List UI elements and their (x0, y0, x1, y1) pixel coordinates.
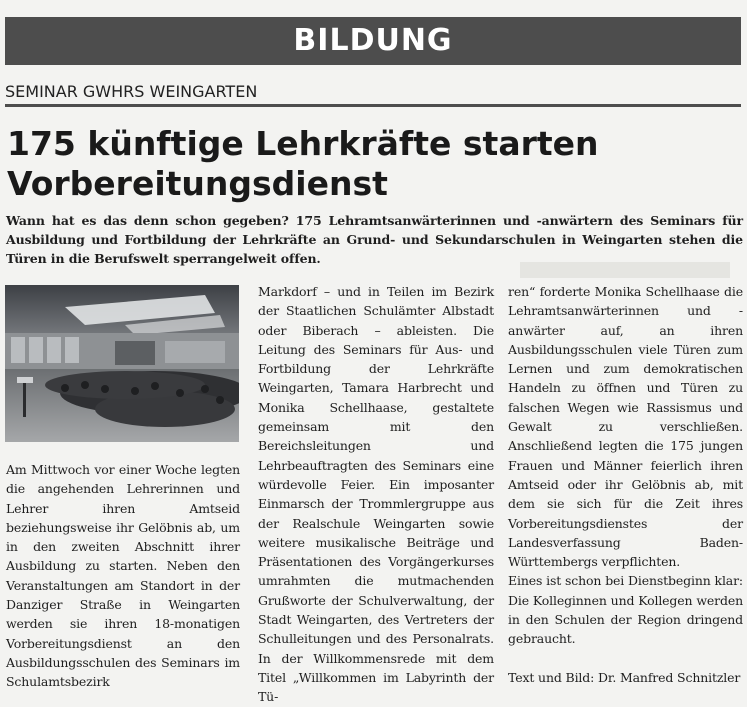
article-headline (7, 124, 743, 204)
headline-line-1: 175 künftige Lehrkräfte starten (7, 124, 599, 163)
column-3-paragraph-1: ren“ forderte Monika Schellhaase die Lehramtsanwärterinnen und -anwärter auf, an ihren Ausbildungsschulen viele Türen zum Lernen und zum demokratischen Handeln zu öffnen und Türen zu falschen Wegen wie Rassismus und Gewalt zu verschließen. Anschließend legten die 175 jungen Frauen und Männer feierlich ihren Amtseid oder ihr Gelöbnis ab, mit dem sie sich für die Zeit ihres Vorbereitungsdienstes der Landesverfassung Baden-Württembergs verpflichten. (508, 284, 743, 570)
photo-hall-audience (5, 285, 239, 442)
article-column-1 (6, 460, 240, 692)
section-label: SEMINAR GWHRS WEINGARTEN (5, 82, 741, 107)
article-lead: Wann hat es das denn schon gegeben? 175 Lehramtsanwärterinnen und -anwärtern des Seminars für Ausbildung und Fortbildung der Lehrkräfte an Grund- und Sekundarschulen in Weingarten stehen die Türen in die Berufswelt sperrangelweit offen. (6, 213, 743, 266)
paragraph-gap (508, 649, 743, 668)
article-photo (5, 285, 239, 442)
article-credit: Text und Bild: Dr. Manfred Schnitzler (508, 669, 741, 685)
article-column-3 (508, 282, 743, 687)
column-1-text: Am Mittwoch vor einer Woche legten die angehenden Lehrerinnen und Lehrer ihren Amtseid beziehungsweise ihr Gelöbnis ab, um in den zweiten Abschnitt ihrer Ausbildung zu starten. Neben den Veranstaltungen am Standort in der Danziger Straße in Weingarten werden sie ihren 18-monatigen Vorbereitungsdienst an den Ausbildungsschulen des Seminars im Schulamtsbezirk (6, 462, 240, 690)
column-2-text: Markdorf – und in Teilen im Bezirk der Staatlichen Schulämter Albstadt oder Biberach – ableisten. Die Leitung des Seminars für Aus- und Fortbildung der Lehrkräfte Weingarten, Tamara Harbrecht und Monika Schellhaase, gestaltete gemeinsam mit den Bereichsleitungen und Lehrbeauftragten des Seminars eine würdevolle Feier. Ein imposanter Einmarsch der Trommlergruppe aus der Realschule Weingarten sowie weitere musikalische Beiträge und Präsentationen des Vorgängerkurses umrahmten die mutmachenden Grußworte der Schulverwaltung, der Stadt Weingarten, des Vertreters der Schulleitungen und des Personalrats. In der Willkommensrede mit dem Titel „Willkommen im Labyrinth der Tü- (258, 284, 494, 705)
column-3-paragraph-2: Eines ist schon bei Dienstbeginn klar: Die Kolleginnen und Kollegen werden in den Schulen der Region dringend gebraucht. (508, 573, 743, 647)
section-banner (5, 17, 741, 65)
headline-line-2: Vorbereitungsdienst (7, 164, 388, 203)
banner-title: BILDUNG (293, 23, 453, 58)
article-column-2 (258, 282, 494, 707)
